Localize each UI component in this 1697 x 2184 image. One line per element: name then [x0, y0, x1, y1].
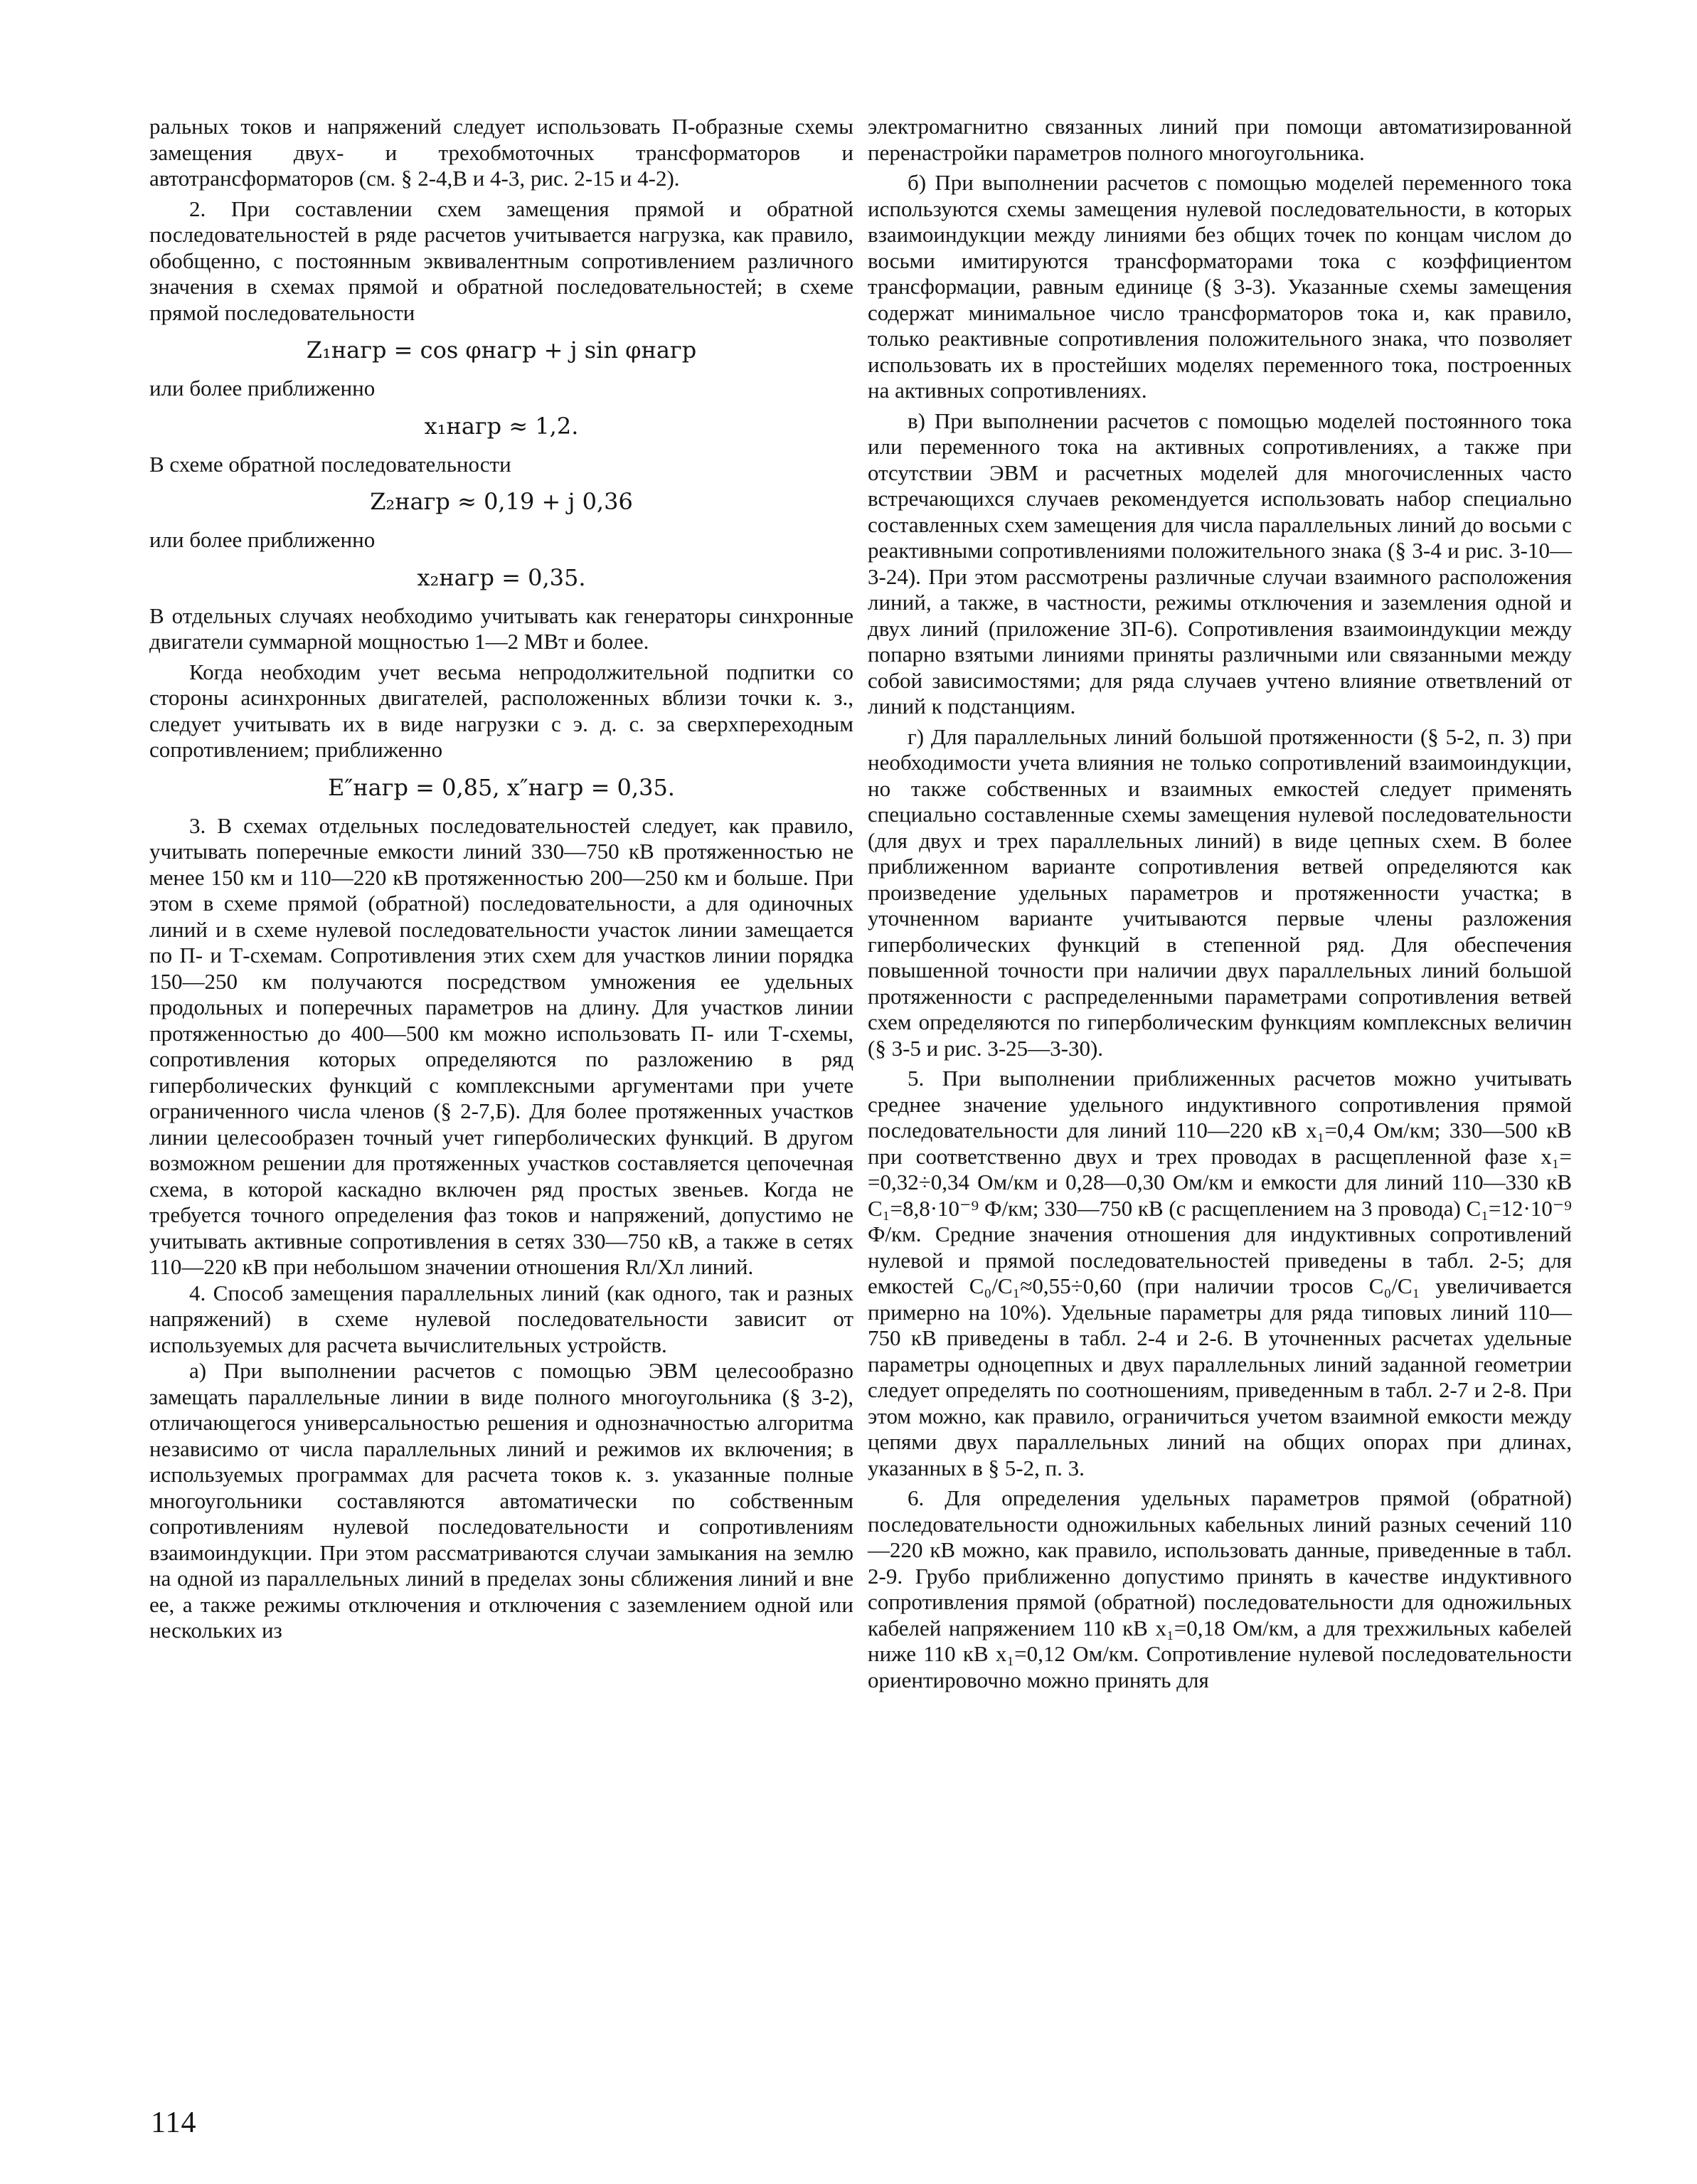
paragraph: Когда необходим учет весьма непродолжительной подпитки со стороны асинхронных двигателей, расположенных вблизи точки к. з., следует учитывать их в виде нагрузки с э. д. с. за сверхпереходным сопротивлением; приближенно [149, 659, 853, 762]
formula-emf-load: E″нагр = 0,85, x″нагр = 0,35. [328, 773, 675, 801]
paragraph: 3. В схемах отдельных последовательностей следует, как правило, учитывать поперечные емкости линий 330—750 кВ протяженностью не менее 150 км и 110—220 кВ протяженностью 200—250 км и больше. При этом в схеме прямой (обратной) последовательности, а для одиночных линий и в схеме нулевой последовательности участок линии замещается по П- и Т-схемам. Сопротивления этих схем для участков линии порядка 150—250 км получаются посредством умножения ее удельных продольных и поперечных параметров на длину. Для участков линии протяженностью до 400—500 км можно использовать П- или Т-схемы, сопротивления которых определяются по разложению в ряд гиперболических функций с комплексными аргументами при учете ограниченного числа членов (§ 2-7,Б). Для более протяженных участков линии целесообразен точный учет гиперболических функций. В другом возможном решении для протяженных участков составляется цепочечная схема, в которой каскадно включен ряд простых звеньев. Когда не требуется точного определения фаз токов и напряжений, допустимо не учитывать активные сопротивления в сетях 330—750 кВ, а также в сетях 110—220 кВ при небольшом значении отношения Rл/Xл линий. [149, 812, 853, 1279]
formula-x1-load: x₁нагр ≈ 1,2. [424, 412, 579, 440]
paragraph: а) При выполнении расчетов с помощью ЭВМ целесообразно замещать параллельные линии в виде полного многоугольника (§ 3-2), отличающегося универсальностью решения и однозначностью алгоритма независимо от числа параллельных линий и режимов их включения; в используемых программах для расчета токов к. з. указанные полные многоугольники составляются автоматически по собственным сопротивлениям нулевой последовательности и сопротивлениям взаимоиндукции. При этом рассматриваются случаи замыкания на землю на одной из параллельных линий в пределах зоны сближения линий и вне ее, а также режимы отключения и отключения с заземлением одной или нескольких из [149, 1358, 853, 1643]
paragraph: 6. Для определения удельных параметров прямой (обратной) последовательности одножильных кабельных линий разных сечений 110—220 кВ можно, как правило, использовать данные, приведенные в табл. 2-9. Грубо приближенно допустимо принять в качестве индуктивного сопротивления прямой (обратной) последовательности для одножильных кабелей напряжением 110 кВ x₁=0,18 Ом/км, а для трехжильных кабелей ниже 110 кВ x₁=0,12 Ом/км. Сопротивление нулевой последовательности ориентировочно можно принять для [868, 1485, 1572, 1692]
paragraph: ральных токов и напряжений следует использовать П-образные схемы замещения двух- и трехобмоточных трансформаторов и автотрансформаторов (см. § 2-4,В и 4-3, рис. 2-15 и 4-2). [149, 114, 853, 191]
paragraph: г) Для параллельных линий большой протяженности (§ 5-2, п. 3) при необходимости учета влияния не только сопротивлений взаимоиндукции, но также собственных и взаимных емкостей следует применять специально составленные схемы замещения нулевой последовательности (для двух и трех параллельных линий) в виде цепных схем. В более приближенном варианте сопротивления ветвей определяются как произведение удельных параметров и протяженности участка; в уточненном варианте учитываются первые члены разложения гиперболических функций в степенной ряд. Для обеспечения повышенной точности при наличии двух параллельных линий большой протяженности с распределенными параметрами сопротивления ветвей схем определяются по гиперболическим функциям комплексных величин (§ 3-5 и рис. 3-25—3-30). [868, 723, 1572, 1061]
paragraph: В отдельных случаях необходимо учитывать как генераторы синхронные двигатели суммарной мощностью 1—2 МВт и более. [149, 603, 853, 654]
paragraph: б) При выполнении расчетов с помощью моделей переменного тока используются схемы замещения нулевой последовательности, в которых взаимоиндукции между линиями без общих точек по концам числом до восьми имитируются трансформаторами тока с коэффициентом трансформации, равным единице (§ 3-3). Указанные схемы замещения содержат минимальное число трансформаторов тока и, как правило, только реактивные сопротивления положительного знака, что позволяет использовать их в простейших моделях переменного тока, построенных на активных сопротивлениях. [868, 170, 1572, 403]
right-column [868, 114, 1572, 1693]
formula-z2-load: Z₂нагр ≈ 0,19 + j 0,36 [370, 488, 633, 515]
left-column [149, 114, 853, 1644]
paragraph: электромагнитно связанных линий при помощи автоматизированной перенастройки параметров полного многоугольника. [868, 114, 1572, 165]
formula-x2-load: x₂нагр = 0,35. [417, 563, 586, 591]
paragraph: или более приближенно [149, 527, 376, 552]
paragraph: 2. При составлении схем замещения прямой и обратной последовательностей в ряде расчетов учитывается нагрузка, как правило, обобщенно, с постоянным эквивалентным сопротивлением различного значения в схемах прямой и обратной последовательностей; в схеме прямой последовательности [149, 196, 853, 325]
paragraph: 4. Способ замещения параллельных линий (как одного, так и разных напряжений) в схеме нулевой последовательности зависит от используемых для расчета вычислительных устройств. [149, 1280, 853, 1357]
paragraph: или более приближенно [149, 376, 376, 401]
formula-z1-load: Z₁нагр = cos φнагр + j sin φнагр [306, 336, 697, 364]
paragraph: В схеме обратной последовательности [149, 451, 511, 477]
paragraph: в) При выполнении расчетов с помощью моделей постоянного тока или переменного тока на активных сопротивлениях, а также при отсутствии ЭВМ и расчетных моделей для многочисленных часто встречающихся случаев рекомендуется использовать набор специально составленных схем замещения для числа параллельных линий до восьми с реактивными сопротивлениями положительного знака (§ 3-4 и рис. 3-10—3-24). При этом рассмотрены различные случаи взаимного расположения линий, а также, в частности, режимы отключения и заземления одной и двух линий (приложение 3П-6). Сопротивления взаимоиндукции между попарно взятыми линиями приняты различными или связанными между собой зависимостями; для ряда случаев учтено влияние ответвлений от линий к подстанциям. [868, 408, 1572, 719]
paragraph: 5. При выполнении приближенных расчетов можно учитывать среднее значение удельного индуктивного сопротивления прямой последовательности для линий 110—220 кВ x₁=0,4 Ом/км; 330—500 кВ при соответственно двух и трех проводах в расщепленной фазе x₁= =0,32÷0,34 Ом/км и 0,28—0,30 Ом/км и емкости для линий 110—330 кВ C₁=8,8·10⁻⁹ Ф/км; 330—750 кВ (с расщеплением на 3 провода) C₁=12·10⁻⁹ Ф/км. Средние значения отношения для индуктивных сопротивлений нулевой и прямой последовательностей приведены в табл. 2-5; для емкостей C₀/C₁≈0,55÷0,60 (при наличии тросов C₀/C₁ увеличивается примерно на 10%). Удельные параметры для ряда типовых линий 110—750 кВ приведены в табл. 2-4 и 2-6. В уточненных расчетах удельные параметры одноцепных и двух параллельных линий заданной геометрии следует определять по соотношениям, приведенным в табл. 2-7 и 2-8. При этом можно, как правило, ограничиться учетом взаимной емкости между цепями двух параллельных линий на общих опорах при длинах, указанных в § 5-2, п. 3. [868, 1066, 1572, 1480]
page-number: 114 [151, 2106, 197, 2139]
